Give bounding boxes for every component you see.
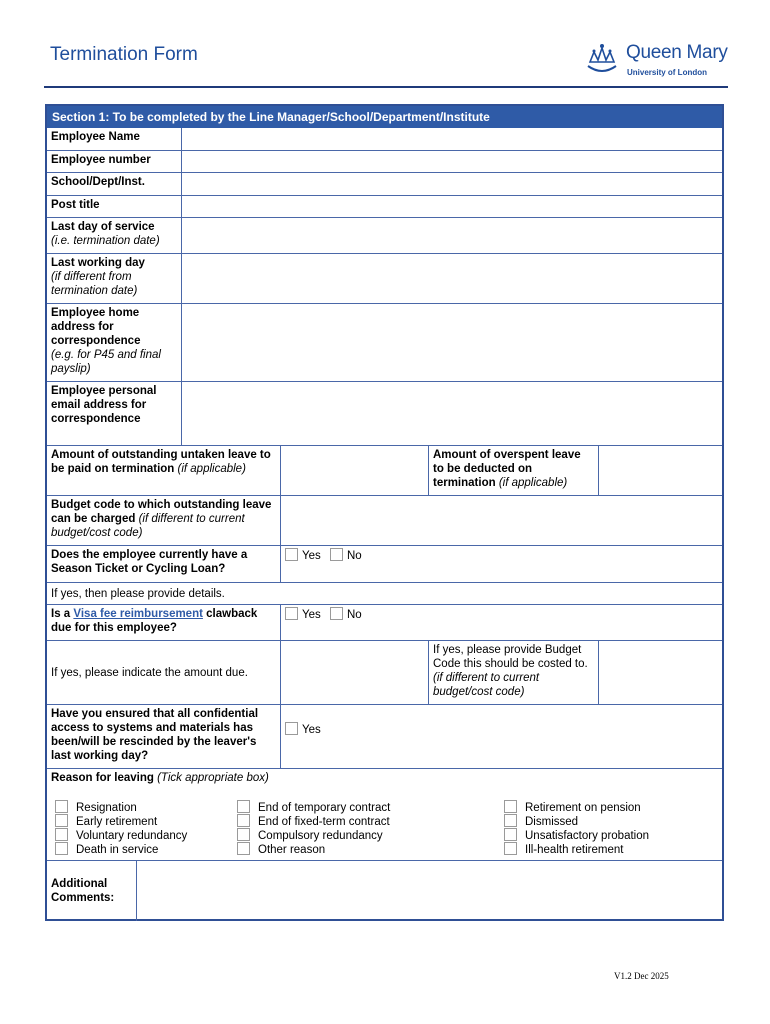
overspent-leave-note: (if applicable) xyxy=(498,477,568,489)
last-working-note: (if different from termination date) xyxy=(51,271,138,297)
reason-option[interactable] xyxy=(237,828,383,843)
label-comments: Additional Comments: xyxy=(47,861,137,921)
reason-checkbox[interactable] xyxy=(55,814,68,827)
reason-option-label: Retirement on pension xyxy=(525,802,641,814)
reason-option[interactable] xyxy=(504,828,649,843)
label-email: Employee personal email address for correspondence xyxy=(47,382,182,446)
visa-fee-link[interactable]: Visa fee reimbursement xyxy=(73,608,203,620)
reason-option[interactable] xyxy=(55,828,187,843)
version-footer: V1.2 Dec 2025 xyxy=(614,971,669,981)
reason-checkbox[interactable] xyxy=(237,828,250,841)
reason-checkbox[interactable] xyxy=(237,814,250,827)
budget-code-field[interactable] xyxy=(281,496,722,546)
label-untaken-leave xyxy=(47,446,281,496)
home-address-field[interactable] xyxy=(182,304,722,382)
label-post-title: Post title xyxy=(47,196,182,218)
last-working-label: Last working day xyxy=(51,257,145,269)
logo-name: Queen Mary xyxy=(626,42,728,63)
access-yes-label: Yes xyxy=(302,724,321,736)
amount-due-field[interactable] xyxy=(281,641,429,705)
university-logo xyxy=(584,40,734,82)
season-no-label: No xyxy=(346,550,362,562)
reason-option[interactable] xyxy=(504,800,641,815)
label-budget-code xyxy=(47,496,281,546)
reason-checkbox[interactable] xyxy=(504,842,517,855)
termination-form xyxy=(45,104,724,921)
reason-option-label: Ill-health retirement xyxy=(525,844,624,856)
label-school: School/Dept/Inst. xyxy=(47,173,182,196)
reason-option-label: Unsatisfactory probation xyxy=(525,830,650,842)
last-day-field[interactable] xyxy=(182,218,722,254)
logo-subtitle: University of London xyxy=(627,68,707,77)
reason-option-label: End of fixed-term contract xyxy=(258,816,390,828)
budget-costed-note: (if different to current budget/cost code) xyxy=(433,672,540,698)
reason-note: (Tick appropriate box) xyxy=(157,772,269,784)
email-field[interactable] xyxy=(182,382,722,446)
season-details-row[interactable] xyxy=(47,583,722,605)
label-season-ticket: Does the employee currently have a Season Ticket or Cycling Loan? xyxy=(47,546,281,583)
reason-checkbox[interactable] xyxy=(55,828,68,841)
employee-number-field[interactable] xyxy=(182,151,722,173)
label-amount-due: If yes, please indicate the amount due. xyxy=(47,641,281,705)
reason-checkbox[interactable] xyxy=(237,800,250,813)
home-address-label: Employee home address for correspondence xyxy=(51,307,141,347)
label-last-day xyxy=(47,218,182,254)
budget-costed-field[interactable] xyxy=(599,641,722,705)
reason-option-label: Voluntary redundancy xyxy=(76,830,188,842)
reason-option-label: Other reason xyxy=(258,844,326,856)
visa-prefix: Is a xyxy=(51,608,71,620)
season-details-label: If yes, then please provide details. xyxy=(51,588,225,600)
employee-name-field[interactable] xyxy=(182,128,722,151)
overspent-leave-field[interactable] xyxy=(599,446,722,496)
reason-option[interactable] xyxy=(237,800,390,815)
overspent-leave-label: Amount of overspent leave to be deducted on termination xyxy=(433,449,581,489)
reason-option[interactable] xyxy=(55,814,157,829)
season-no-checkbox[interactable] xyxy=(330,548,343,561)
visa-no-label: No xyxy=(346,609,362,621)
reason-checkbox[interactable] xyxy=(55,842,68,855)
budget-code-note: (if different to current budget/cost code) xyxy=(51,513,245,539)
label-budget-costed xyxy=(429,641,599,705)
reason-checkbox[interactable] xyxy=(237,842,250,855)
reason-checkbox[interactable] xyxy=(504,828,517,841)
reason-option-label: Death in service xyxy=(76,844,159,856)
reason-option[interactable] xyxy=(55,800,137,815)
reason-checkbox[interactable] xyxy=(504,800,517,813)
label-employee-number: Employee number xyxy=(47,151,182,173)
section-header: Section 1: To be completed by the Line Manager/School/Department/Institute xyxy=(47,106,722,128)
reason-option[interactable] xyxy=(55,842,158,857)
reason-option[interactable] xyxy=(237,842,325,857)
reason-option[interactable] xyxy=(504,814,578,829)
page-title: Termination Form xyxy=(50,44,198,65)
header-rule xyxy=(44,86,728,88)
visa-suffix: clawback due for this employee? xyxy=(51,608,258,634)
season-ticket-options xyxy=(281,546,722,583)
label-employee-name: Employee Name xyxy=(47,128,182,151)
label-visa xyxy=(47,605,281,641)
reason-checkbox[interactable] xyxy=(55,800,68,813)
season-yes-label: Yes xyxy=(302,550,321,562)
label-last-working xyxy=(47,254,182,304)
visa-no-checkbox[interactable] xyxy=(330,607,343,620)
visa-yes-checkbox[interactable] xyxy=(285,607,298,620)
reason-option-label: Compulsory redundancy xyxy=(258,830,383,842)
access-options xyxy=(281,705,722,769)
last-working-field[interactable] xyxy=(182,254,722,304)
reason-option-label: Early retirement xyxy=(76,816,158,828)
reason-option-label: Resignation xyxy=(76,802,137,814)
school-field[interactable] xyxy=(182,173,722,196)
label-access: Have you ensured that all confidential access to systems and materials has been/will be rescinded by the leaver's last working day? xyxy=(47,705,281,769)
reason-option[interactable] xyxy=(504,842,623,857)
visa-yes-label: Yes xyxy=(302,609,321,621)
untaken-leave-field[interactable] xyxy=(281,446,429,496)
reason-label: Reason for leaving xyxy=(51,772,154,784)
crown-icon xyxy=(584,42,620,76)
last-day-label: Last day of service xyxy=(51,221,155,233)
reason-option[interactable] xyxy=(237,814,390,829)
last-day-note: (i.e. termination date) xyxy=(51,235,160,247)
budget-costed-label: If yes, please provide Budget Code this should be costed to. xyxy=(433,644,588,670)
home-address-note: (e.g. for P45 and final payslip) xyxy=(51,349,161,375)
label-overspent-leave xyxy=(429,446,599,496)
reason-option-label: Dismissed xyxy=(525,816,579,828)
visa-options xyxy=(281,605,722,641)
reason-option-label: End of temporary contract xyxy=(258,802,391,814)
budget-code-label: Budget code to which outstanding leave can be charged xyxy=(51,499,272,525)
label-home-address xyxy=(47,304,182,382)
untaken-leave-note: (if applicable) xyxy=(177,463,246,475)
season-yes-checkbox[interactable] xyxy=(285,548,298,561)
access-yes-checkbox[interactable] xyxy=(285,722,298,735)
reason-checkbox[interactable] xyxy=(504,814,517,827)
post-title-field[interactable] xyxy=(182,196,722,218)
untaken-leave-label: Amount of outstanding untaken leave to be paid on termination xyxy=(51,449,271,475)
comments-field[interactable] xyxy=(137,861,722,921)
